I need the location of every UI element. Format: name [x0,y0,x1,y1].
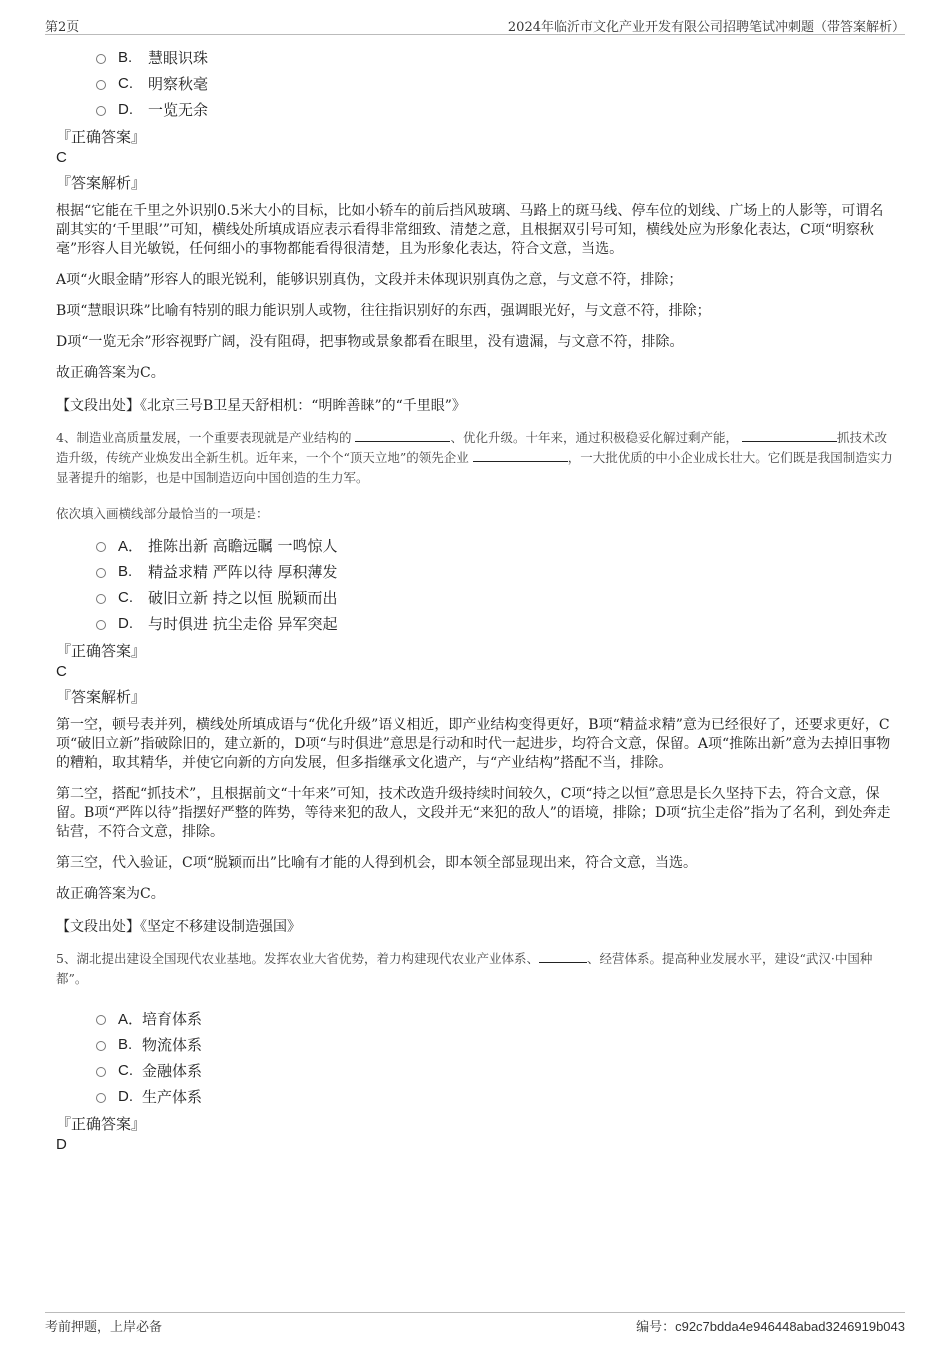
q3-options [56,44,896,122]
q3-analysis-label: 『答案解析』 [56,174,147,192]
q3-source: 【文段出处】《北京三号B卫星天舒相机：“明眸善睐”的“千里眼”》 [56,398,466,414]
q5-options [56,1005,896,1109]
q3-analysis-2: A项“火眼金睛”形容人的眼光锐利，能够识别真伪，文段并未体现识别真伪之意，与文意不符，排除； [56,272,683,288]
radio-icon[interactable] [96,594,106,604]
page-content [56,44,896,1155]
radio-icon[interactable] [96,80,106,90]
q5-option-c[interactable]: C. 金融体系 [56,1057,896,1083]
q3-analysis-1: 根据“它能在千里之外识别0.5米大小的目标，比如小轿车的前后挡风玻璃、马路上的斑马线、停车位的划线、广场上的人影等，可谓名副其实的‘千里眼’”可知，横线处所填成语应表示看得非常细致、清楚之意，且根据双引号可知，横线处应为形象化表达，C项“明察秋毫”形容人目光敏锐，任何细小的事物都能看得很清楚，且为形象化表达，符合文意，当选。 [56,203,884,257]
radio-icon[interactable] [96,106,106,116]
q4-analysis-3: 第三空，代入验证，C项“脱颖而出”比喻有才能的人得到机会，即本领全部显现出来，符合文意，当选。 [56,855,698,871]
q3-analysis-5: 故正确答案为C。 [56,365,165,381]
q4-analysis-label: 『答案解析』 [56,688,147,706]
radio-icon[interactable] [96,1015,106,1025]
footer-slogan: 考前押题，上岸必备 [45,1320,163,1335]
q3-option-c[interactable]: C. 明察秋毫 [56,70,896,96]
blank-line [742,428,837,442]
blank-line [355,428,450,442]
radio-icon[interactable] [96,568,106,578]
q3-analysis-3: B项“慧眼识珠”比喻有特别的眼力能识别人或物，往往指识别好的东西，强调眼光好，与文意不符，排除； [56,303,711,319]
q3-correct-answer-label: 『正确答案』 [56,128,147,146]
q5-option-b[interactable]: B. 物流体系 [56,1031,896,1057]
radio-icon[interactable] [96,1041,106,1051]
q4-analysis-2: 第二空，搭配“抓技术”，且根据前文“十年来”可知，技术改造升级持续时间较久，C项“持之以恒”意思是长久坚持下去，符合文意，保留。B项“严阵以待”指摆好严整的阵势，等待来犯的敌人，文段并无“来犯的敌人”的语境，排除；D项“抗尘走俗”指为了名利，到处奔走钻营，不符合文意，排除。 [56,786,891,840]
q4-correct-answer-label: 『正确答案』 [56,642,147,660]
radio-icon[interactable] [96,1067,106,1077]
q4-prompt: 依次填入画横线部分最恰当的一项是： [56,506,269,521]
q4-option-b[interactable]: B. 精益求精 严阵以待 厚积薄发 [56,558,896,584]
q4-option-c[interactable]: C. 破旧立新 持之以恒 脱颖而出 [56,584,896,610]
q4-answer: C [56,663,67,680]
radio-icon[interactable] [96,542,106,552]
q4-question-text: 4、制造业高质量发展，一个重要表现就是产业结构的 、优化升级。十年来，通过积极稳妥化解过剩产能， 抓技术改造升级，传统产业焕发出全新生机。近年来，一个个“顶天立地”的领先企业 ，一大批优质的中小企业成长壮大。它们既是我国制造实力显著提升的缩影，也是中国制造迈向中国创造的生力军。 [56,430,893,485]
q3-analysis-4: D项“一览无余”形容视野广阔，没有阻碍，把事物或景象都看在眼里，没有遗漏，与文意不符，排除。 [56,334,684,350]
q5-option-d[interactable]: D. 生产体系 [56,1083,896,1109]
q4-analysis-4: 故正确答案为C。 [56,886,165,902]
q4-option-d[interactable]: D. 与时俱进 抗尘走俗 异军突起 [56,610,896,636]
page-number: 第2页 [45,20,80,35]
q5-correct-answer-label: 『正确答案』 [56,1115,147,1133]
q4-analysis-1: 第一空，顿号表并列，横线处所填成语与“优化升级”语义相近，即产业结构变得更好，B项“精益求精”意为已经很好了，还要求更好，C项“破旧立新”指破除旧的，建立新的，D项“与时俱进”意思是行动和时代一起进步，均符合文意，保留。A项“推陈出新”意为去掉旧事物的糟粕，取其精华，并使它向新的方向发展，但多指继承文化遗产，与“产业结构”搭配不当，排除。 [56,717,891,771]
q3-answer: C [56,149,67,166]
q4-source: 【文段出处】《坚定不移建设制造强国》 [56,919,301,935]
page-footer [45,1312,905,1333]
q4-options [56,532,896,636]
page-header [45,14,905,35]
blank-line [473,448,568,462]
blank-line [539,949,587,963]
document-title: 2024年临沂市文化产业开发有限公司招聘笔试冲刺题（带答案解析） [507,20,905,35]
q3-option-b[interactable]: B. 慧眼识珠 [56,44,896,70]
q5-answer: D [56,1136,67,1153]
q3-option-d[interactable]: D. 一览无余 [56,96,896,122]
radio-icon[interactable] [96,54,106,64]
radio-icon[interactable] [96,620,106,630]
document-code: 编号：c92c7bdda4e946448abad3246919b043 [636,1319,905,1334]
radio-icon[interactable] [96,1093,106,1103]
q5-option-a[interactable]: A． 培育体系 [56,1005,896,1031]
q4-option-a[interactable]: A． 推陈出新 高瞻远瞩 一鸣惊人 [56,532,896,558]
q5-question-text: 5、湖北提出建设全国现代农业基地。发挥农业大省优势，着力构建现代农业产业体系、 、经营体系。提高种业发展水平，建设“武汉·中国种都”。 [56,951,873,986]
